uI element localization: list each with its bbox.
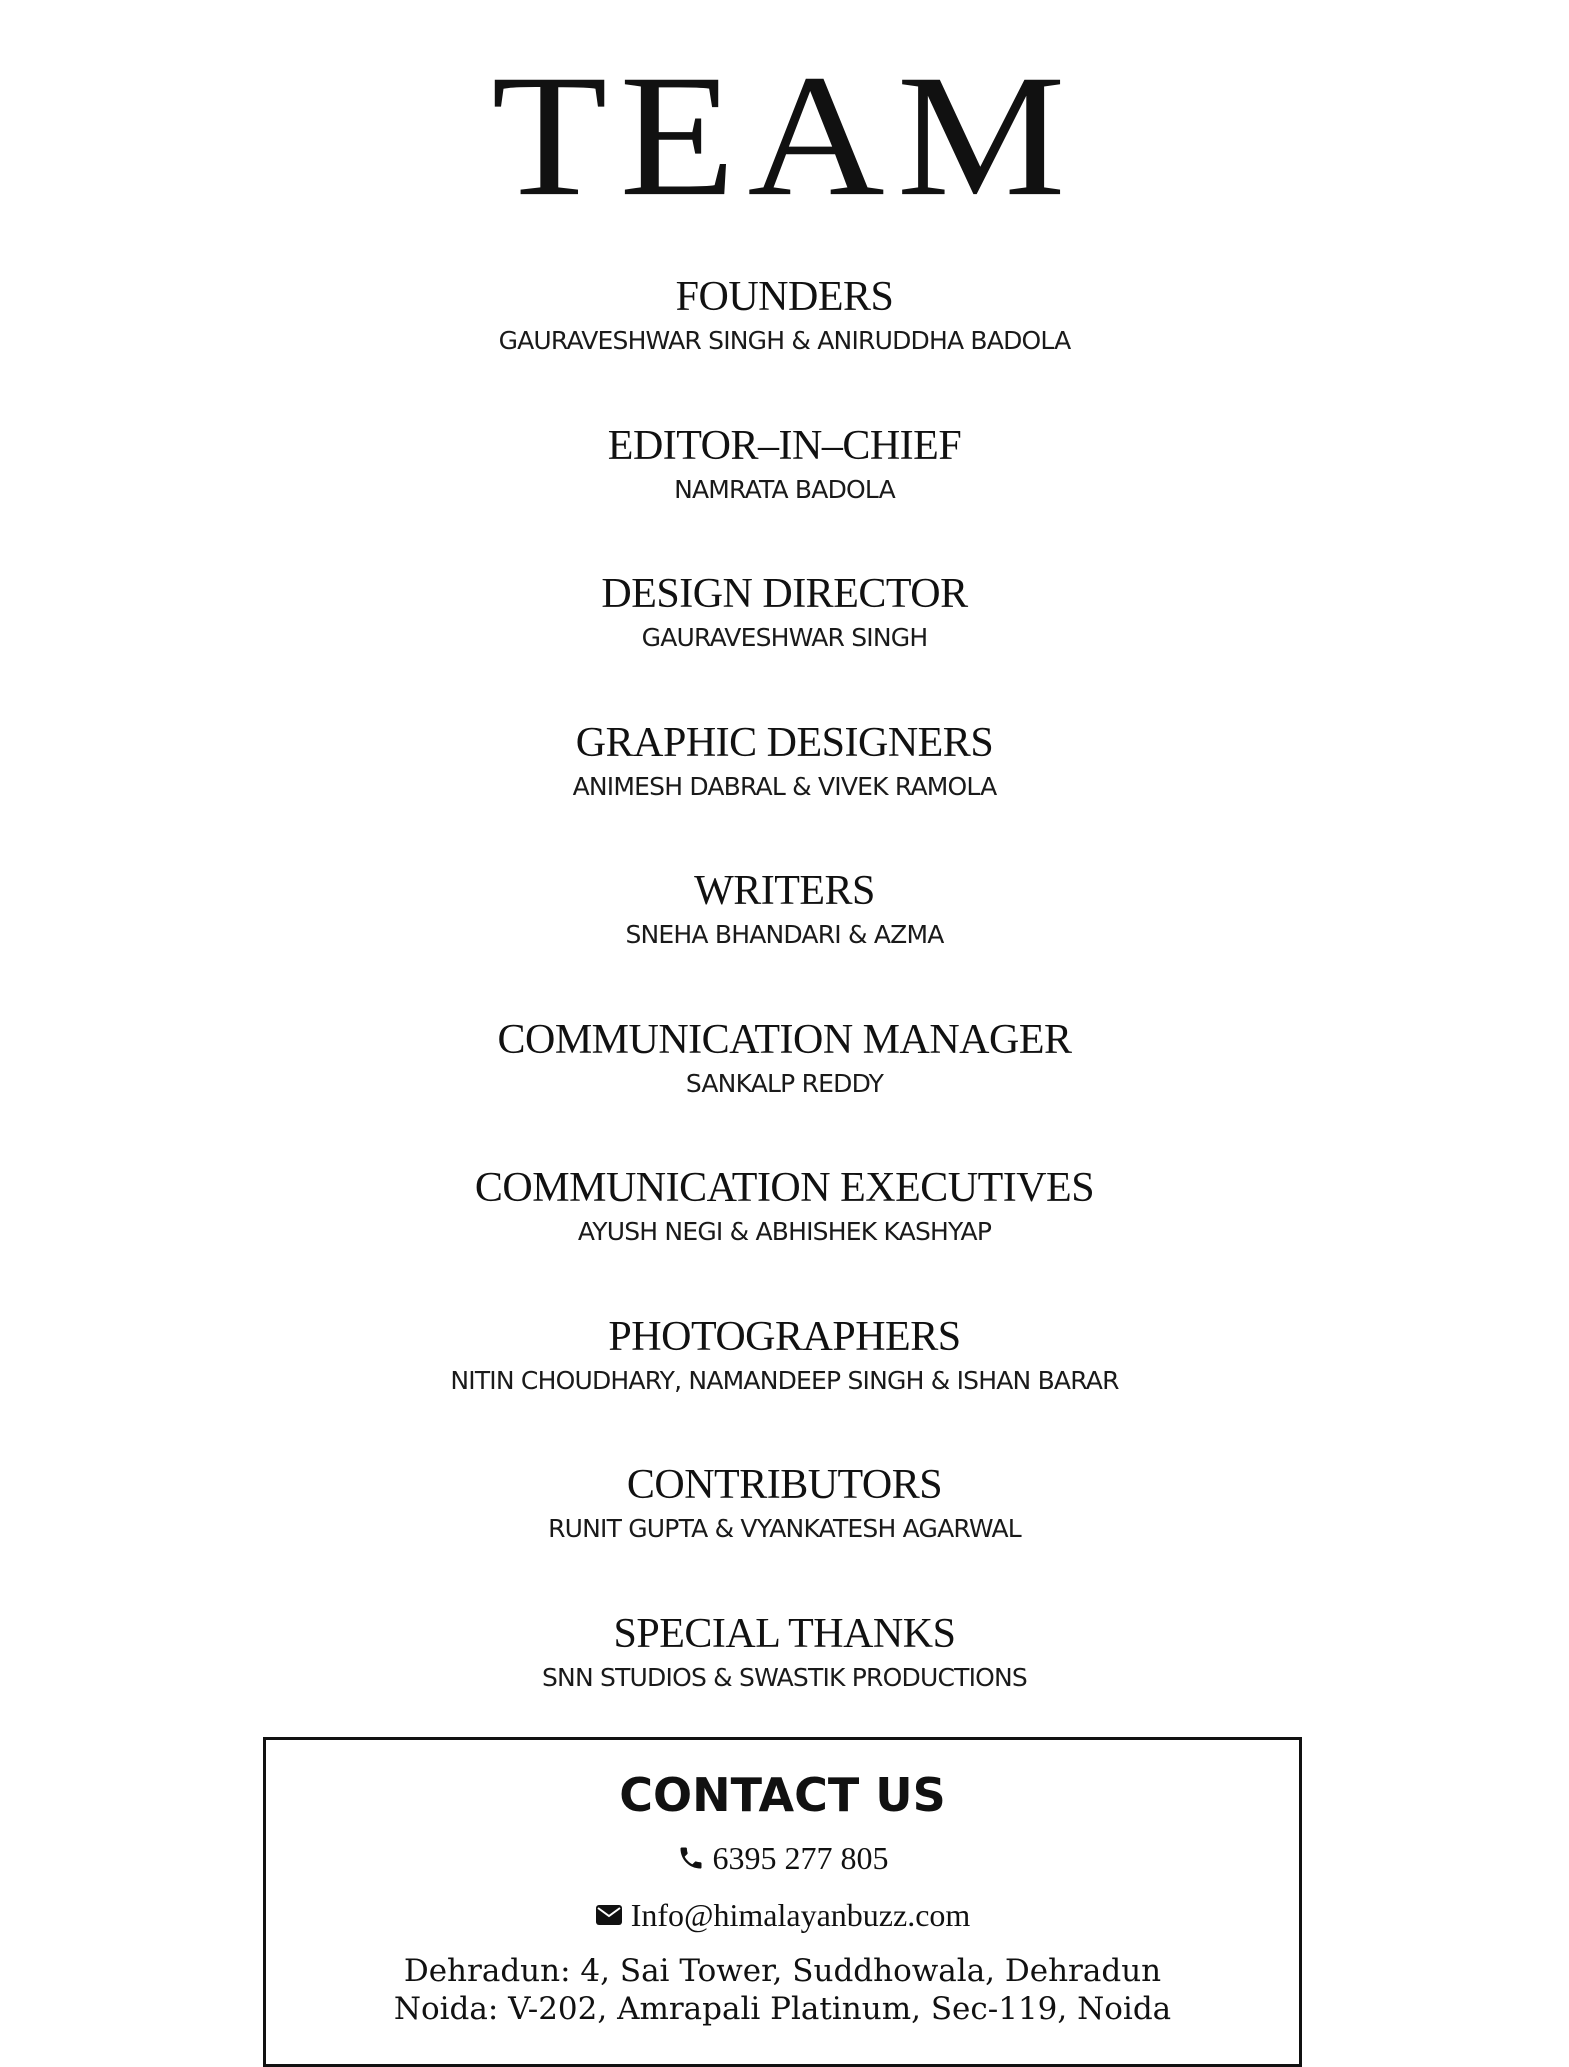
page-title: TEAM — [491, 39, 1078, 233]
role-title: WRITERS — [694, 868, 875, 914]
role-title: SPECIAL THANKS — [613, 1610, 956, 1657]
role-title: COMMUNICATION EXECUTIVES — [474, 1165, 1095, 1211]
role-names: NITIN CHOUDHARY, NAMANDEEP SINGH & ISHAN BARAR — [450, 1365, 1119, 1395]
address-block — [266, 1952, 1299, 2028]
contact-box — [263, 1737, 1302, 2067]
team-section-contributors — [0, 1458, 1569, 1607]
team-section-graphic-designers — [0, 716, 1569, 865]
role-names: GAURAVESHWAR SINGH — [641, 623, 928, 652]
role-title: PHOTOGRAPHERS — [608, 1313, 961, 1360]
contact-email[interactable] — [266, 1895, 1299, 1935]
role-names: SANKALP REDDY — [685, 1068, 884, 1098]
role-names: NAMRATA BADOLA — [674, 474, 895, 504]
address-noida: Noida: V-202, Amrapali Platinum, Sec-119, Noida — [393, 1991, 1172, 2027]
role-names: GAURAVESHWAR SINGH & ANIRUDDHA BADOLA — [498, 326, 1071, 355]
phone-number: 6395 277 805 — [712, 1840, 889, 1876]
team-section-special-thanks — [0, 1607, 1569, 1756]
team-section-communication-manager — [0, 1013, 1569, 1162]
role-title: COMMUNICATION MANAGER — [497, 1016, 1072, 1063]
role-names: SNEHA BHANDARI & AZMA — [625, 920, 944, 949]
email-address: Info@himalayanbuzz.com — [630, 1897, 971, 1933]
role-names: RUNIT GUPTA & VYANKATESH AGARWAL — [548, 1514, 1021, 1543]
role-title: EDITOR–IN–CHIEF — [607, 422, 962, 469]
team-list — [0, 270, 1569, 1755]
team-section-communication-executives — [0, 1161, 1569, 1310]
phone-icon — [677, 1844, 705, 1872]
team-section-photographers — [0, 1310, 1569, 1459]
team-section-editor-in-chief — [0, 419, 1569, 568]
role-title: CONTRIBUTORS — [626, 1462, 943, 1508]
address-dehradun: Dehradun: 4, Sai Tower, Suddhowala, Dehradun — [403, 1953, 1162, 1989]
team-section-design-director — [0, 567, 1569, 716]
envelope-icon — [595, 1903, 623, 1927]
role-names: AYUSH NEGI & ABHISHEK KASHYAP — [577, 1217, 992, 1246]
team-section-founders — [0, 270, 1569, 419]
role-title: FOUNDERS — [675, 274, 894, 320]
contact-phone[interactable] — [266, 1838, 1299, 1878]
role-names: ANIMESH DABRAL & VIVEK RAMOLA — [572, 771, 997, 801]
role-title: DESIGN DIRECTOR — [601, 571, 968, 617]
team-section-writers — [0, 864, 1569, 1013]
contact-title: CONTACT US — [619, 1768, 946, 1822]
role-title: GRAPHIC DESIGNERS — [575, 719, 994, 766]
role-names: SNN STUDIOS & SWASTIK PRODUCTIONS — [541, 1662, 1027, 1692]
